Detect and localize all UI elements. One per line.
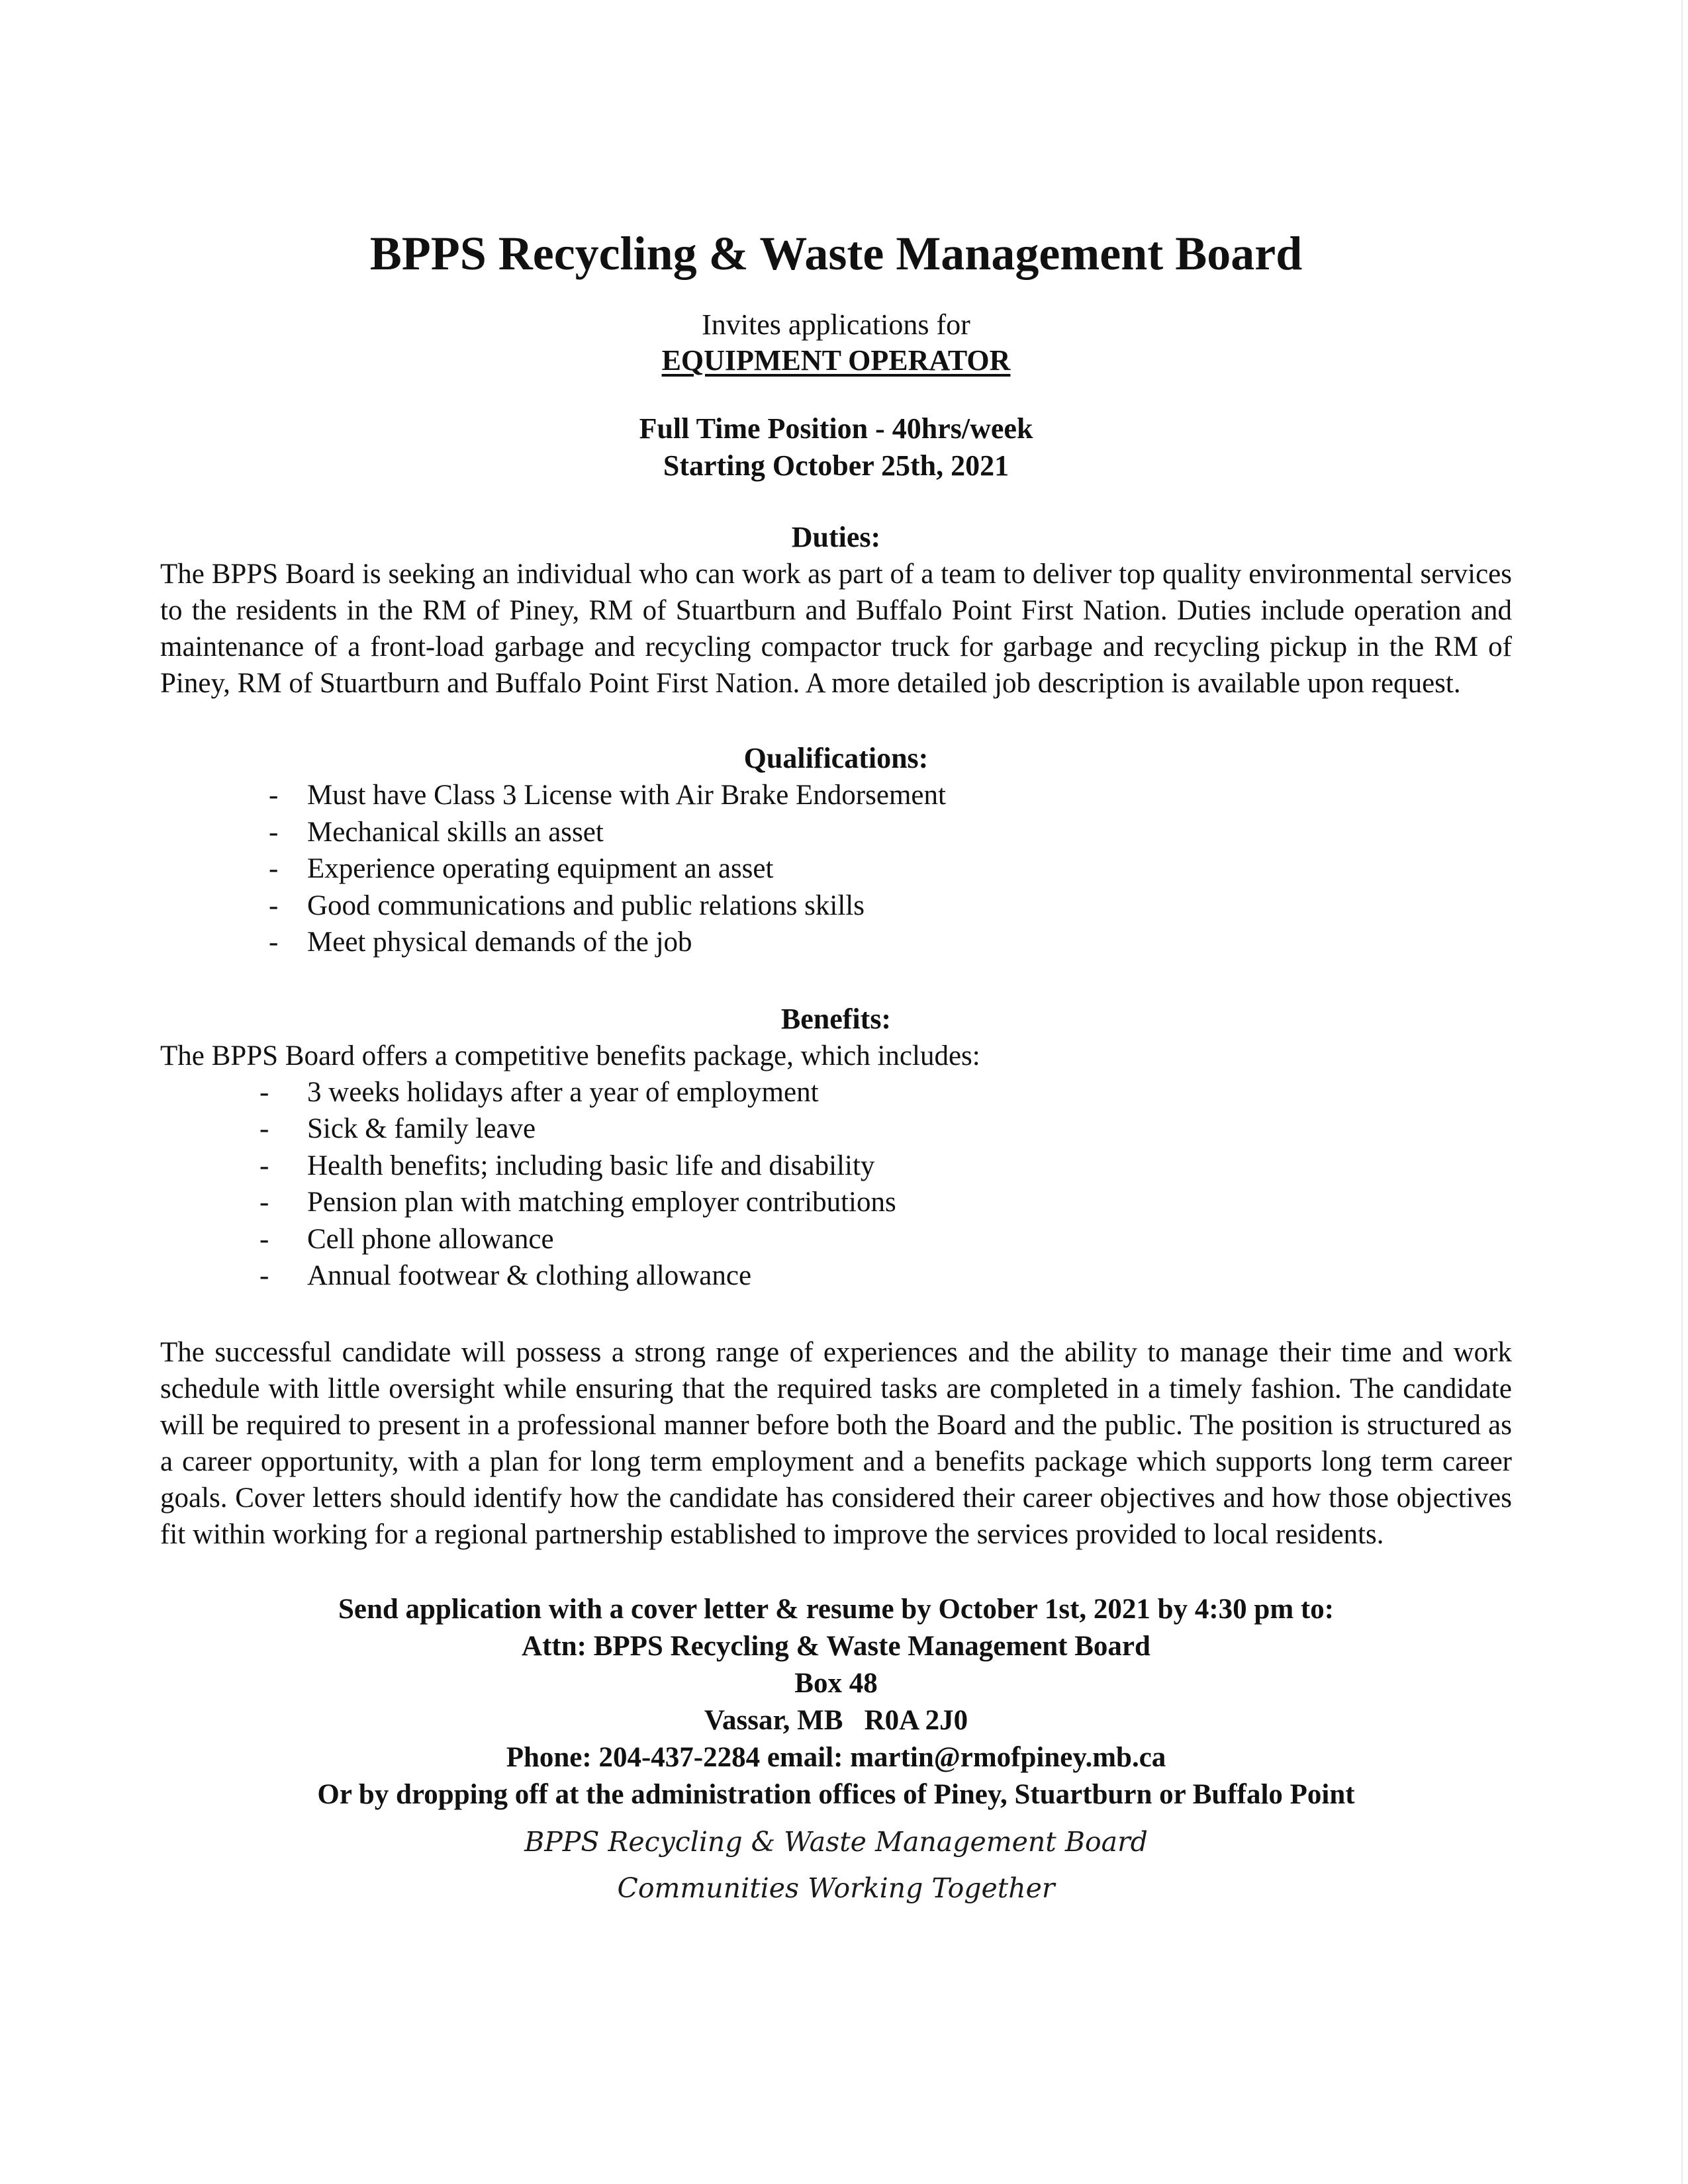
qualifications-heading: Qualifications:	[743, 742, 929, 774]
term-start-date: Starting October 25th, 2021	[663, 449, 1009, 482]
phone-email-line: Phone: 204-437-2284 email: martin@rmofpiney.mb.ca	[506, 1741, 1166, 1773]
attention-line: Attn: BPPS Recycling & Waste Management Board	[522, 1630, 1150, 1662]
benefits-list	[160, 1074, 1512, 1295]
list-item: - Sick & family leave	[259, 1113, 536, 1144]
position-title: EQUIPMENT OPERATOR	[661, 344, 1011, 377]
list-item: - Health benefits; including basic life and disability	[259, 1150, 875, 1181]
closing-paragraph: The successful candidate will possess a strong range of experiences and the ability to manage their time and work schedule with little oversight while ensuring that the required tasks are completed in a timely fashion. The candidate will be required to present in a professional manner before both the Board and the public. The position is structured as a career opportunity, with a plan for long term employment and a benefits package which supports long term career goals. Cover letters should identify how the candidate has considered their career objectives and how those objectives fit within working for a regional partnership established to improve the services provided to local residents.	[160, 1336, 1512, 1550]
application-instructions	[160, 1591, 1512, 1813]
list-item: - Meet physical demands of the job	[269, 927, 692, 958]
list-item: - Experience operating equipment an asset	[269, 853, 774, 884]
signature-board-name: BPPS Recycling & Waste Management Board	[524, 1825, 1148, 1858]
list-item: - Good communications and public relations skills	[269, 889, 865, 921]
list-item: - Must have Class 3 License with Air Brake Endorsement	[269, 780, 946, 811]
benefits-intro: The BPPS Board offers a competitive benefits package, which includes:	[160, 1040, 980, 1071]
benefits-heading: Benefits:	[780, 1002, 892, 1035]
deadline-line: Send application with a cover letter & resume by October 1st, 2021 by 4:30 pm to:	[338, 1593, 1335, 1625]
list-item: - Annual footwear & clothing allowance	[259, 1260, 752, 1291]
box-line: Box 48	[794, 1667, 878, 1699]
term-hours: Full Time Position - 40hrs/week	[639, 412, 1033, 445]
position-terms	[160, 410, 1512, 484]
list-item: - Mechanical skills an asset	[269, 816, 604, 848]
address-line: Vassar, MB R0A 2J0	[704, 1704, 968, 1736]
posting-content	[160, 225, 1512, 1911]
signature-slogan: Communities Working Together	[617, 1872, 1055, 1904]
signature-block	[160, 1819, 1512, 1911]
qualifications-list	[160, 777, 1512, 961]
duties-heading: Duties:	[791, 521, 881, 553]
list-item: - Pension plan with matching employer contributions	[259, 1187, 896, 1218]
drop-off-line: Or by dropping off at the administration offices of Piney, Stuartburn or Buffalo Point	[317, 1778, 1355, 1810]
scan-edge-line	[1681, 0, 1683, 2184]
list-item: - 3 weeks holidays after a year of employment	[259, 1076, 819, 1108]
board-title: BPPS Recycling & Waste Management Board	[369, 227, 1303, 280]
invites-text: Invites applications for	[702, 308, 970, 341]
duties-paragraph: The BPPS Board is seeking an individual who can work as part of a team to deliver top quality environmental services to the residents in the RM of Piney, RM of Stuartburn and Buffalo Point First Nation. Duties include operation and maintenance of a front-load garbage and recycling compactor truck for garbage and recycling pickup in the RM of Piney, RM of Stuartburn and Buffalo Point First Nation. A more detailed job description is available upon request.	[160, 559, 1512, 699]
list-item: - Cell phone allowance	[259, 1223, 554, 1255]
